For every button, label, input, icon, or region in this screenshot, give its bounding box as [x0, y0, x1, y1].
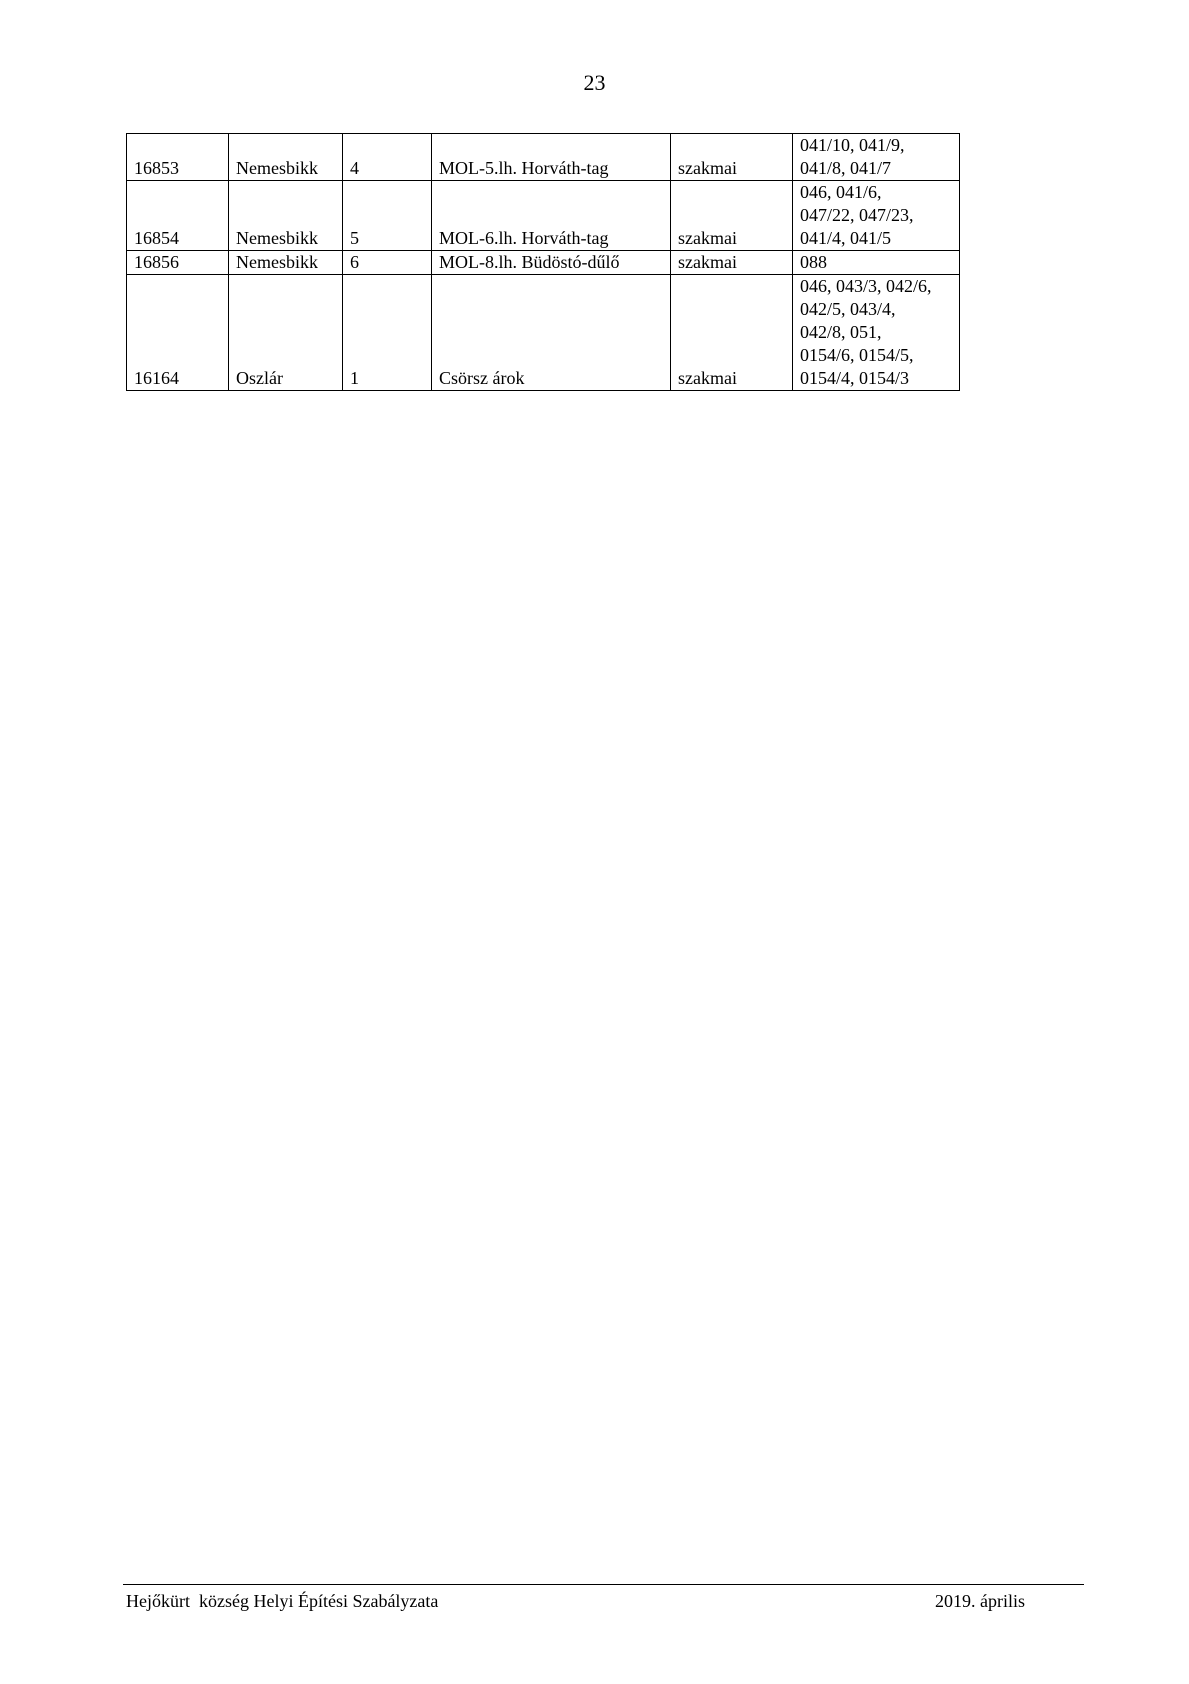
parcel-line: 046, 041/6,: [800, 182, 882, 202]
parcel-line: 041/4, 041/5: [800, 228, 892, 248]
parcel-line: 0154/6, 0154/5,: [800, 345, 914, 365]
parcel-line: 046, 043/3, 042/6,: [800, 276, 932, 296]
parcel-numbers-cell: [793, 251, 960, 275]
category-cell: szakmai: [671, 181, 793, 251]
table-row: [127, 251, 960, 275]
site-name-cell: MOL-6.lh. Horváth-tag: [432, 181, 671, 251]
site-name-cell: Csörsz árok: [432, 275, 671, 391]
page-number: 23: [583, 70, 606, 95]
table-row: [127, 134, 960, 181]
footer-divider: [123, 1584, 1084, 1585]
table-row: [127, 181, 960, 251]
footer-document-title: Hejőkürt község Helyi Építési Szabályzata: [126, 1591, 439, 1611]
parcel-line: 041/8, 041/7: [800, 158, 892, 178]
site-id-cell: 16856: [127, 251, 229, 275]
settlement-cell: Nemesbikk: [229, 134, 343, 181]
settlement-cell: Nemesbikk: [229, 181, 343, 251]
archaeological-sites-table: [126, 133, 960, 391]
footer-date: 2019. április: [935, 1591, 1025, 1611]
parcel-line: 042/8, 051,: [800, 322, 882, 342]
site-number-cell: 6: [343, 251, 432, 275]
category-cell: szakmai: [671, 134, 793, 181]
site-number-cell: 5: [343, 181, 432, 251]
parcel-line: 042/5, 043/4,: [800, 299, 896, 319]
parcel-line: 088: [800, 252, 827, 272]
parcel-numbers-cell: [793, 134, 960, 181]
parcel-line: 047/22, 047/23,: [800, 205, 914, 225]
settlement-cell: Nemesbikk: [229, 251, 343, 275]
site-number-cell: 1: [343, 275, 432, 391]
parcel-numbers-cell: [793, 181, 960, 251]
table-row: [127, 275, 960, 391]
parcel-line: 0154/4, 0154/3: [800, 368, 910, 388]
site-id-cell: 16853: [127, 134, 229, 181]
site-name-cell: MOL-5.lh. Horváth-tag: [432, 134, 671, 181]
category-cell: szakmai: [671, 251, 793, 275]
category-cell: szakmai: [671, 275, 793, 391]
site-name-cell: MOL-8.lh. Büdöstó-dűlő: [432, 251, 671, 275]
parcel-line: 041/10, 041/9,: [800, 135, 905, 155]
site-id-cell: 16164: [127, 275, 229, 391]
site-number-cell: 4: [343, 134, 432, 181]
parcel-numbers-cell: [793, 275, 960, 391]
settlement-cell: Oszlár: [229, 275, 343, 391]
site-id-cell: 16854: [127, 181, 229, 251]
